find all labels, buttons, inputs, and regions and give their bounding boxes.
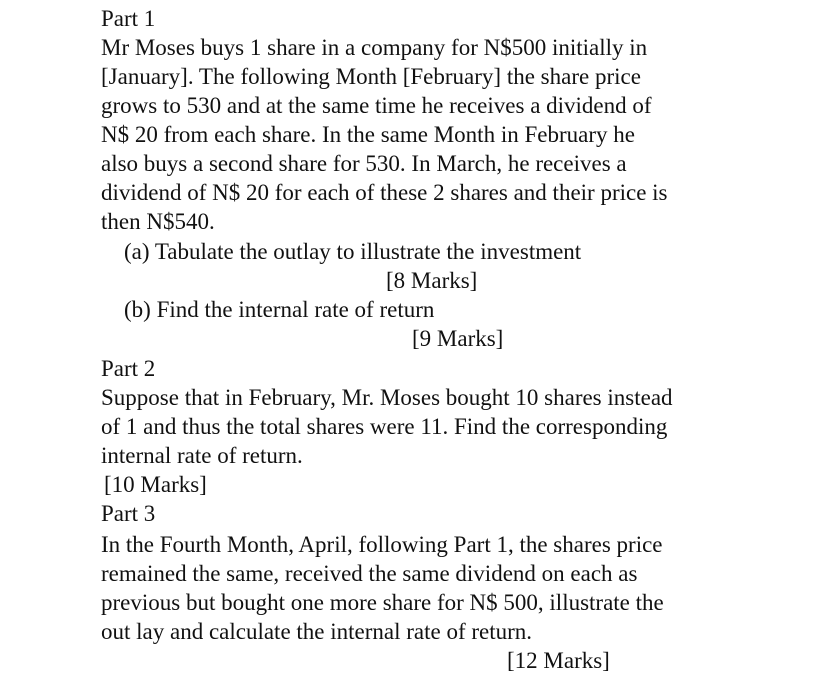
question-b: (b) Find the internal rate of return <box>124 297 435 322</box>
part-1-text-line: grows to 530 and at the same time he receives a dividend of <box>101 93 652 118</box>
part-1-text-line: dividend of N$ 20 for each of these 2 shares and their price is <box>101 180 668 205</box>
part-2-heading: Part 2 <box>101 356 156 381</box>
part-1-text-line: [January]. The following Month [February] the share price <box>101 64 641 89</box>
part-1-text-line: N$ 20 from each share. In the same Month in February he <box>101 122 635 147</box>
part-3-text-line: remained the same, received the same dividend on each as <box>101 561 638 586</box>
part-1-text-line: Mr Moses buys 1 share in a company for N$500 initially in <box>101 35 648 60</box>
part-1-heading: Part 1 <box>101 6 156 31</box>
marks-b: [9 Marks] <box>412 326 504 351</box>
part-3-marks: [12 Marks] <box>507 648 610 673</box>
part-2-text-line: of 1 and thus the total shares were 11. Find the corresponding <box>101 414 668 439</box>
part-2-marks: [10 Marks] <box>104 472 207 497</box>
part-1-text-line: then N$540. <box>101 209 215 234</box>
question-a: (a) Tabulate the outlay to illustrate the investment <box>124 239 582 264</box>
part-3-text-line: previous but bought one more share for N$ 500, illustrate the <box>101 590 664 615</box>
part-1-text-line: also buys a second share for 530. In March, he receives a <box>101 151 627 176</box>
part-2-text-line: Suppose that in February, Mr. Moses bought 10 shares instead <box>101 385 673 410</box>
marks-a: [8 Marks] <box>386 268 478 293</box>
part-2-text-line: internal rate of return. <box>101 443 303 468</box>
part-3-text-line: In the Fourth Month, April, following Part 1, the shares price <box>101 532 663 557</box>
part-3-text-line: out lay and calculate the internal rate of return. <box>101 619 533 644</box>
part-3-heading: Part 3 <box>101 501 156 526</box>
